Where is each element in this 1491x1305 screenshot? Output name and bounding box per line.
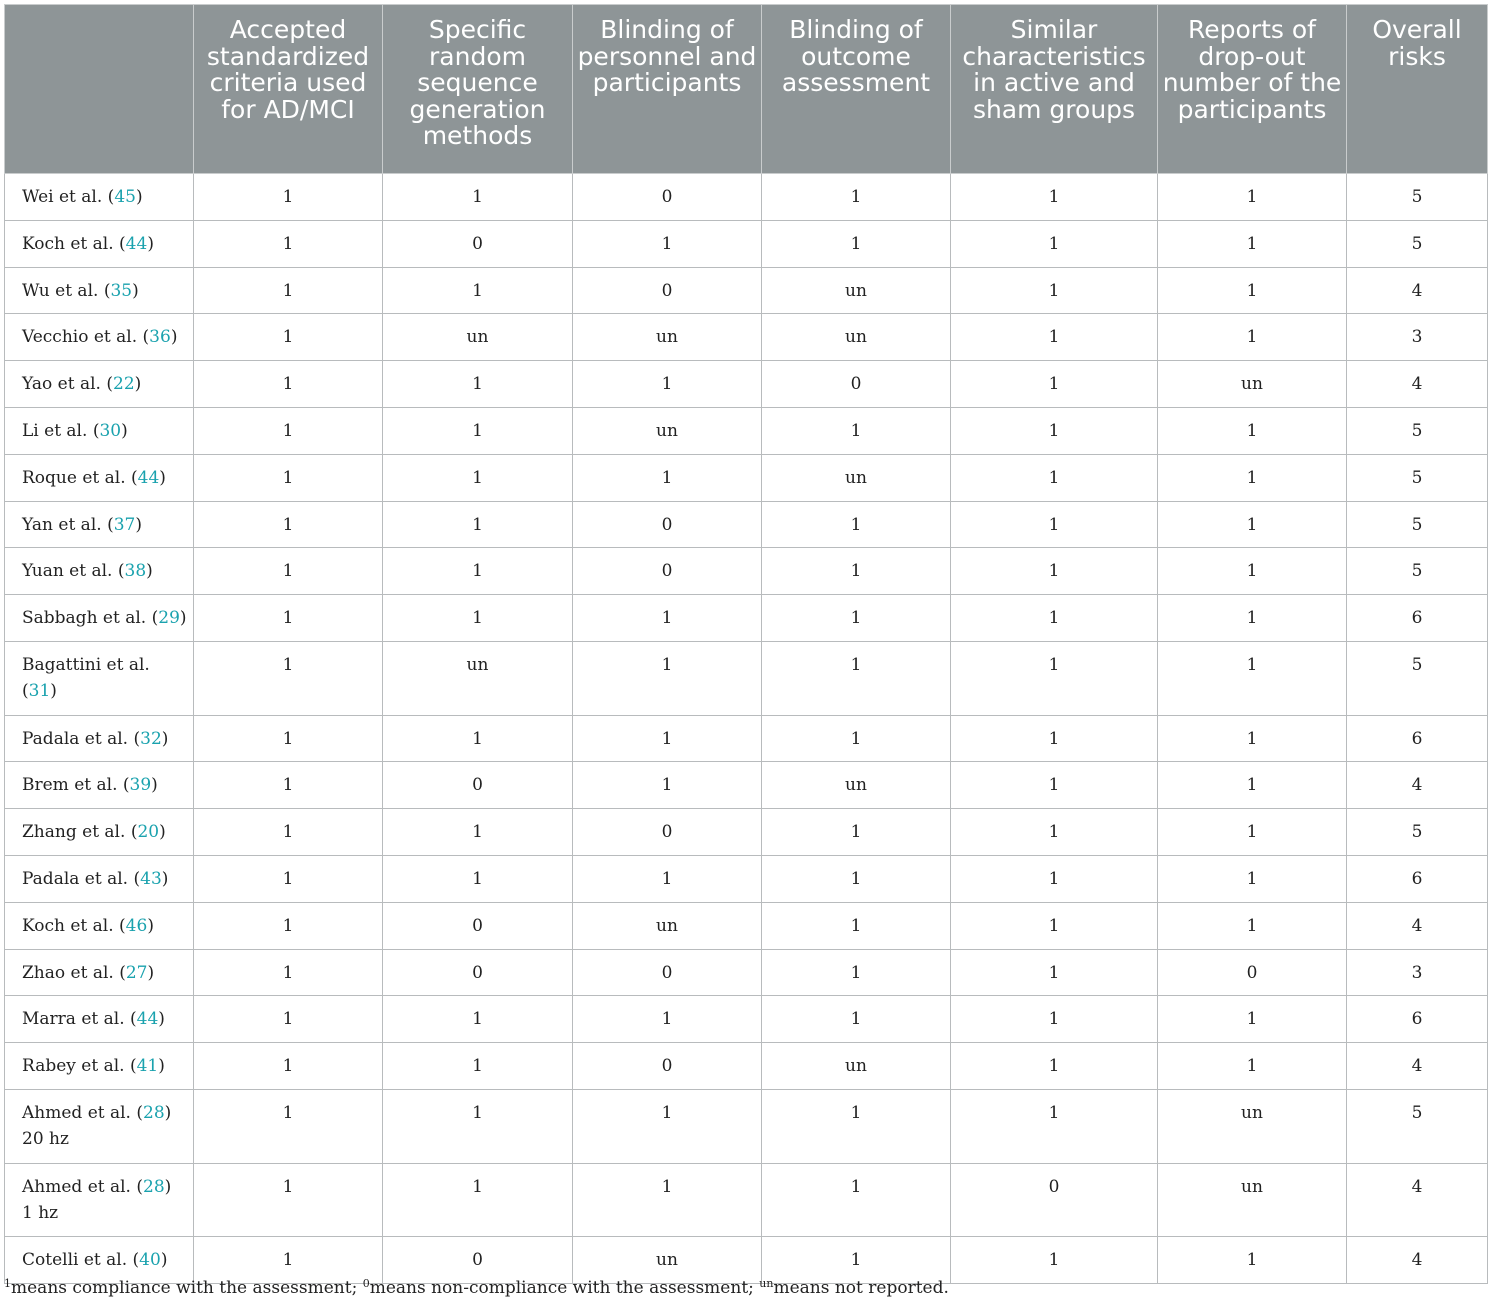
cell-blinding-outcome: 1 [762,1237,951,1284]
reference-link[interactable]: 37 [113,514,136,535]
cell-dropout-reports: 1 [1158,220,1347,267]
study-author: Wu et al. [22,280,99,301]
cell-criteria: 1 [194,454,383,501]
cell-criteria: 1 [194,715,383,762]
cell-overall-risks: 3 [1347,949,1488,996]
cell-blinding-outcome: un [762,762,951,809]
cell-overall-risks: 4 [1347,762,1488,809]
cell-blinding-outcome: 1 [762,501,951,548]
study-cell: Yan et al. (37) [5,501,194,548]
study-author: Cotelli et al. [22,1250,128,1271]
study-author: Padala et al. [22,868,129,889]
cell-overall-risks: 4 [1347,361,1488,408]
header-similar-characteristics: Similar characteristics in active and sham groups [951,5,1158,174]
cell-criteria: 1 [194,407,383,454]
study-cell: Padala et al. (43) [5,855,194,902]
cell-criteria: 1 [194,361,383,408]
cell-overall-risks: 5 [1347,548,1488,595]
cell-similar-characteristics: 0 [951,1163,1158,1237]
cell-dropout-reports: un [1158,1163,1347,1237]
cell-similar-characteristics: 1 [951,1089,1158,1163]
cell-blinding-outcome: un [762,267,951,314]
cell-dropout-reports: 1 [1158,762,1347,809]
cell-blinding-outcome: 1 [762,809,951,856]
study-cell: Bagattini et al. (31) [5,641,194,715]
cell-criteria: 1 [194,996,383,1043]
cell-similar-characteristics: 1 [951,501,1158,548]
cell-random-sequence: 1 [383,809,573,856]
cell-dropout-reports: 1 [1158,548,1347,595]
cell-random-sequence: 1 [383,407,573,454]
header-blinding-personnel: Blinding of personnel and participants [573,5,762,174]
reference-link[interactable]: 44 [125,233,148,254]
footnote-marker-1: 1 [4,1277,11,1290]
cell-criteria: 1 [194,855,383,902]
study-cell: Yao et al. (22) [5,361,194,408]
study-author: Wei et al. [22,187,103,207]
cell-criteria: 1 [194,501,383,548]
cell-similar-characteristics: 1 [951,174,1158,221]
study-author: Marra et al. [22,1009,125,1030]
study-cell: Sabbagh et al. (29) [5,595,194,642]
cell-random-sequence: 1 [383,996,573,1043]
cell-similar-characteristics: 1 [951,314,1158,361]
reference-link[interactable]: 35 [110,280,133,301]
study-author: Padala et al. [22,728,129,749]
cell-overall-risks: 5 [1347,454,1488,501]
study-author: Yuan et al. [22,561,113,582]
study-cell: Cotelli et al. (40) [5,1237,194,1284]
cell-blinding-personnel: 1 [573,1163,762,1237]
cell-dropout-reports: 1 [1158,641,1347,715]
study-author: Li et al. [22,420,88,441]
table-row [5,314,1488,361]
cell-criteria: 1 [194,762,383,809]
cell-similar-characteristics: 1 [951,996,1158,1043]
cell-random-sequence: 1 [383,267,573,314]
header-overall-risks: Overall risks [1347,5,1488,174]
table-body [5,174,1488,1284]
cell-similar-characteristics: 1 [951,809,1158,856]
cell-criteria: 1 [194,267,383,314]
study-cell: Zhao et al. (27) [5,949,194,996]
cell-overall-risks: 5 [1347,220,1488,267]
table-row [5,454,1488,501]
header-random-sequence: Specific random sequence generation methods [383,5,573,174]
reference-link[interactable]: 22 [113,374,135,395]
cell-overall-risks: 4 [1347,267,1488,314]
cell-blinding-outcome: 1 [762,220,951,267]
cell-blinding-personnel: 0 [573,809,762,856]
cell-dropout-reports: 1 [1158,1043,1347,1090]
cell-random-sequence: 1 [383,174,573,221]
cell-blinding-personnel: un [573,902,762,949]
study-author: Zhao et al. [22,962,114,983]
cell-similar-characteristics: 1 [951,595,1158,642]
table-row [5,762,1488,809]
study-author: Rabey et al. [22,1056,125,1077]
cell-dropout-reports: un [1158,1089,1347,1163]
cell-dropout-reports: 1 [1158,1237,1347,1284]
study-cell: Wu et al. (35) [5,267,194,314]
cell-overall-risks: 5 [1347,174,1488,221]
cell-overall-risks: 5 [1347,809,1488,856]
cell-criteria: 1 [194,174,383,221]
cell-blinding-personnel: 1 [573,996,762,1043]
study-author: Vecchio et al. [22,327,138,348]
cell-blinding-personnel: un [573,407,762,454]
study-cell: Ahmed et al. (28) 20 hz [5,1089,194,1163]
reference-link[interactable]: 40 [139,1250,161,1271]
cell-criteria: 1 [194,220,383,267]
cell-random-sequence: 1 [383,1089,573,1163]
cell-random-sequence: 1 [383,361,573,408]
cell-blinding-outcome: un [762,314,951,361]
cell-blinding-personnel: 0 [573,267,762,314]
cell-overall-risks: 6 [1347,996,1488,1043]
cell-random-sequence: 0 [383,762,573,809]
cell-similar-characteristics: 1 [951,407,1158,454]
cell-blinding-personnel: 1 [573,361,762,408]
study-cell: Roque et al. (44) [5,454,194,501]
study-cell: Marra et al. (44) [5,996,194,1043]
cell-criteria: 1 [194,1043,383,1090]
table-row [5,996,1488,1043]
cell-blinding-personnel: 0 [573,174,762,221]
cell-blinding-personnel: un [573,314,762,361]
cell-dropout-reports: 1 [1158,174,1347,221]
table-row [5,1043,1488,1090]
cell-random-sequence: 0 [383,1237,573,1284]
reference-link[interactable]: 43 [140,868,162,889]
table-row [5,501,1488,548]
table-row [5,1163,1488,1237]
cell-blinding-personnel: 0 [573,949,762,996]
cell-similar-characteristics: 1 [951,855,1158,902]
cell-overall-risks: 5 [1347,407,1488,454]
cell-blinding-outcome: 1 [762,1089,951,1163]
cell-similar-characteristics: 1 [951,1043,1158,1090]
cell-criteria: 1 [194,1163,383,1237]
cell-blinding-outcome: 1 [762,996,951,1043]
cell-criteria: 1 [194,641,383,715]
cell-blinding-personnel: 1 [573,855,762,902]
study-cell: Koch et al. (44) [5,220,194,267]
reference-link[interactable]: 20 [137,822,160,843]
cell-blinding-outcome: 1 [762,641,951,715]
header-dropout-reports: Reports of drop-out number of the participants [1158,5,1347,174]
cell-overall-risks: 5 [1347,501,1488,548]
cell-random-sequence: 1 [383,454,573,501]
reference-link[interactable]: 45 [114,187,136,207]
cell-random-sequence: 1 [383,715,573,762]
cell-blinding-personnel: 1 [573,454,762,501]
table-row [5,641,1488,715]
cell-similar-characteristics: 1 [951,1237,1158,1284]
study-cell: Wei et al. (45) [5,174,194,221]
study-author: Brem et al. [22,775,118,796]
cell-blinding-outcome: 1 [762,1163,951,1237]
cell-overall-risks: 3 [1347,314,1488,361]
study-cell: Koch et al. (46) [5,902,194,949]
cell-dropout-reports: 1 [1158,501,1347,548]
cell-blinding-outcome: 1 [762,902,951,949]
table-row [5,267,1488,314]
cell-blinding-outcome: 1 [762,715,951,762]
reference-link[interactable]: 39 [129,775,152,796]
reference-link[interactable]: 27 [125,962,148,983]
study-cell: Brem et al. (39) [5,762,194,809]
study-cell: Vecchio et al. (36) [5,314,194,361]
study-note: 1 hz [22,1202,59,1223]
cell-criteria: 1 [194,949,383,996]
cell-dropout-reports: 1 [1158,407,1347,454]
table-row [5,220,1488,267]
table-row [5,715,1488,762]
cell-blinding-outcome: 1 [762,855,951,902]
footnote-text-un: means not reported. [773,1278,949,1298]
study-author: Koch et al. [22,915,114,936]
study-author: Ahmed et al. [22,1102,131,1123]
cell-random-sequence: un [383,314,573,361]
cell-dropout-reports: 1 [1158,715,1347,762]
cell-blinding-personnel: 1 [573,220,762,267]
table-row [5,809,1488,856]
cell-blinding-outcome: 1 [762,949,951,996]
cell-similar-characteristics: 1 [951,454,1158,501]
reference-link[interactable]: 46 [125,915,148,936]
cell-blinding-outcome: 0 [762,361,951,408]
study-cell: Yuan et al. (38) [5,548,194,595]
cell-blinding-personnel: 1 [573,641,762,715]
study-author: Roque et al. [22,467,126,488]
cell-dropout-reports: 1 [1158,454,1347,501]
table-footnote [4,1277,1484,1298]
footnote-marker-un: un [759,1277,774,1290]
cell-overall-risks: 6 [1347,855,1488,902]
cell-random-sequence: 1 [383,548,573,595]
cell-similar-characteristics: 1 [951,267,1158,314]
quality-assessment-table [4,4,1488,1284]
footnote-text-1: means compliance with the assessment; [11,1278,363,1298]
reference-link[interactable]: 30 [99,420,122,441]
cell-criteria: 1 [194,595,383,642]
reference-link[interactable]: 38 [124,561,147,582]
cell-random-sequence: 0 [383,949,573,996]
study-cell: Padala et al. (32) [5,715,194,762]
study-cell: Rabey et al. (41) [5,1043,194,1090]
cell-blinding-personnel: un [573,1237,762,1284]
cell-random-sequence: 1 [383,1043,573,1090]
cell-random-sequence: un [383,641,573,715]
study-author: Zhang et al. [22,822,126,843]
header-study [5,5,194,174]
cell-overall-risks: 6 [1347,595,1488,642]
cell-dropout-reports: 1 [1158,855,1347,902]
cell-blinding-outcome: 1 [762,548,951,595]
cell-dropout-reports: 1 [1158,996,1347,1043]
cell-similar-characteristics: 1 [951,949,1158,996]
footnote-text-0: means non-compliance with the assessment; [369,1278,760,1298]
cell-blinding-personnel: 1 [573,595,762,642]
table-row [5,174,1488,221]
table-row [5,1089,1488,1163]
cell-dropout-reports: 1 [1158,809,1347,856]
cell-blinding-personnel: 1 [573,715,762,762]
cell-blinding-personnel: 0 [573,548,762,595]
cell-blinding-outcome: 1 [762,174,951,221]
cell-dropout-reports: un [1158,361,1347,408]
reference-link[interactable]: 28 [143,1102,165,1123]
reference-link[interactable]: 44 [136,1009,159,1030]
study-note: 20 hz [22,1128,69,1149]
study-cell: Li et al. (30) [5,407,194,454]
study-cell: Zhang et al. (20) [5,809,194,856]
reference-link[interactable]: 41 [136,1056,159,1077]
footnote-marker-0: 0 [362,1277,370,1290]
cell-criteria: 1 [194,902,383,949]
cell-dropout-reports: 1 [1158,267,1347,314]
cell-dropout-reports: 0 [1158,949,1347,996]
cell-criteria: 1 [194,1089,383,1163]
cell-similar-characteristics: 1 [951,220,1158,267]
cell-criteria: 1 [194,809,383,856]
cell-dropout-reports: 1 [1158,314,1347,361]
cell-random-sequence: 1 [383,1163,573,1237]
reference-link[interactable]: 36 [149,327,171,348]
cell-blinding-personnel: 0 [573,1043,762,1090]
cell-random-sequence: 1 [383,595,573,642]
table-row [5,902,1488,949]
cell-dropout-reports: 1 [1158,902,1347,949]
study-author: Yao et al. [22,374,101,395]
cell-random-sequence: 0 [383,220,573,267]
reference-link[interactable]: 31 [28,680,51,701]
study-author: Bagattini et al. [22,654,150,675]
study-author: Yan et al. [22,514,102,535]
study-author: Koch et al. [22,233,114,254]
cell-similar-characteristics: 1 [951,902,1158,949]
header-criteria: Accepted standardized criteria used for AD/MCI [194,5,383,174]
cell-random-sequence: 1 [383,501,573,548]
cell-blinding-outcome: un [762,454,951,501]
table-row [5,595,1488,642]
reference-link[interactable]: 32 [140,728,162,749]
cell-criteria: 1 [194,1237,383,1284]
table-row [5,949,1488,996]
cell-blinding-personnel: 1 [573,1089,762,1163]
cell-criteria: 1 [194,314,383,361]
cell-random-sequence: 0 [383,902,573,949]
cell-blinding-outcome: un [762,1043,951,1090]
cell-blinding-personnel: 1 [573,762,762,809]
table-row [5,548,1488,595]
cell-overall-risks: 5 [1347,641,1488,715]
cell-overall-risks: 4 [1347,1043,1488,1090]
study-author: Sabbagh et al. [22,608,147,629]
reference-link[interactable]: 28 [143,1176,165,1197]
cell-similar-characteristics: 1 [951,641,1158,715]
cell-blinding-personnel: 0 [573,501,762,548]
cell-overall-risks: 6 [1347,715,1488,762]
header-blinding-outcome: Blinding of outcome assessment [762,5,951,174]
cell-criteria: 1 [194,548,383,595]
table-row [5,361,1488,408]
table-row [5,855,1488,902]
cell-dropout-reports: 1 [1158,595,1347,642]
study-cell: Ahmed et al. (28) 1 hz [5,1163,194,1237]
cell-random-sequence: 1 [383,855,573,902]
cell-overall-risks: 4 [1347,902,1488,949]
cell-similar-characteristics: 1 [951,361,1158,408]
reference-link[interactable]: 29 [158,608,180,629]
cell-similar-characteristics: 1 [951,548,1158,595]
cell-similar-characteristics: 1 [951,762,1158,809]
cell-similar-characteristics: 1 [951,715,1158,762]
cell-overall-risks: 4 [1347,1237,1488,1284]
cell-overall-risks: 4 [1347,1163,1488,1237]
reference-link[interactable]: 44 [137,467,160,488]
table-row [5,407,1488,454]
cell-overall-risks: 5 [1347,1089,1488,1163]
study-author: Ahmed et al. [22,1176,131,1197]
cell-blinding-outcome: 1 [762,407,951,454]
cell-blinding-outcome: 1 [762,595,951,642]
header-row [5,5,1488,174]
